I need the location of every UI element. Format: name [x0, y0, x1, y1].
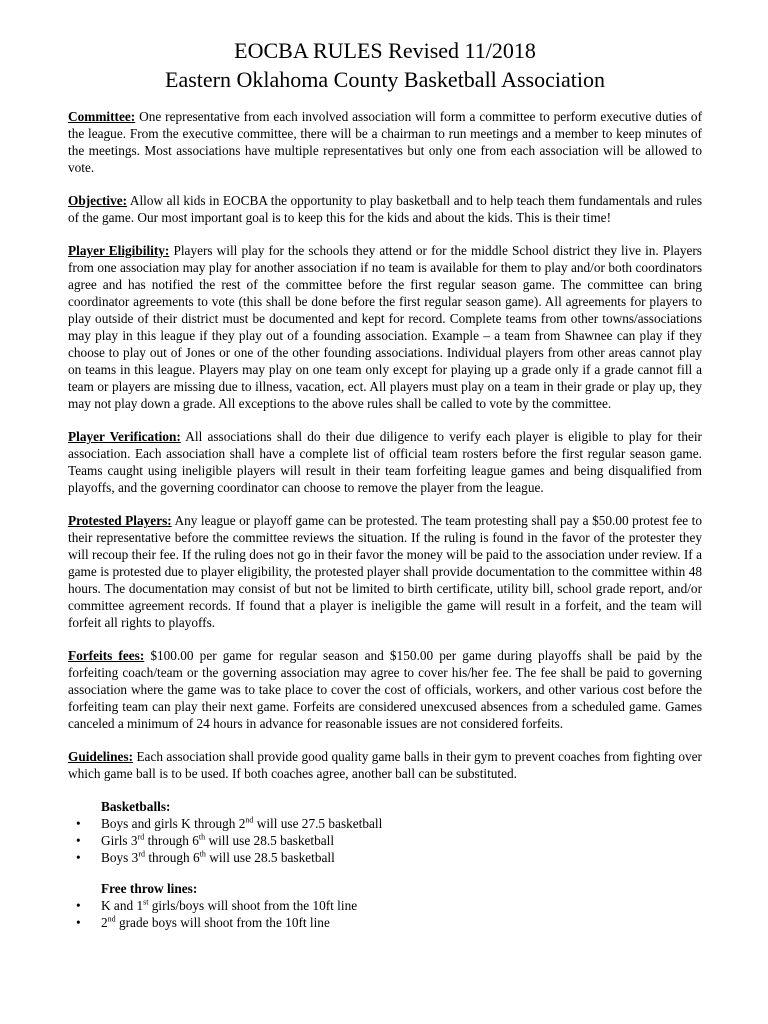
- section-text: Allow all kids in EOCBA the opportunity to play basketball and to help teach them fundamentals and rules of the game. Our most important goal is to keep this for the kids and about the kids. This is their time!: [68, 193, 702, 225]
- bullet-icon: •: [76, 915, 81, 930]
- section-text: One representative from each involved association will form a committee to perform executive duties of the league. From the executive committee, there will be a chairman to run meetings and a member to keep minutes of the meetings. Most associations have multiple representatives but only one from each association will be allowed to vote.: [68, 109, 702, 175]
- list-item: • Boys 3rd through 6th will use 28.5 basketball: [76, 849, 335, 865]
- basketballs-heading: Basketballs:: [101, 799, 171, 814]
- list-item: • 2nd grade boys will shoot from the 10ft line: [76, 914, 330, 930]
- section-player-eligibility: [68, 242, 702, 412]
- document-subtitle: Eastern Oklahoma County Basketball Association: [165, 67, 605, 92]
- section-protested-players: [68, 512, 702, 631]
- section-text: Any league or playoff game can be protested. The team protesting shall pay a $50.00 protest fee to their representative before the committee reviews the situation. If the ruling is found in the favor of the protester they will recoup their fee. If the ruling does not go in their favor the money will be paid to the association under review. If a game is protested due to player eligibility, the protested player shall provide documentation to the committee within 48 hours. The documentation may consist of but not be limited to birth certificate, utility bill, school grade report, and/or committee agreement records. If found that a player is ineligible the game will result in a forfeit, and the team will forfeit all rights to playoffs.: [68, 513, 702, 630]
- section-heading: Protested Players:: [68, 513, 172, 528]
- section-text: Players will play for the schools they attend or for the middle School district they live in. Players from one association may play for another association if no team is available for them to play and/or both coordinators agree and has notified the rest of the committee before the first regular season game. The committee can bring coordinator agreements to vote (this shall be done before the first regular season game). All agreements for players to play outside of their district must be documented and kept for record. Complete teams from other towns/associations may play in this league if they play out of a founding association. Example – a team from Shawnee can play if they choose to play out of Jones or one of the other founding associations. Individual players from other areas cannot play on teams in this league. Players may play on one team only except for playing up a grade only if a grade cannot fill a team or players are missing due to illness, vacation, ect. All players must play on a team in their grade or play up, they may not play down a grade. All exceptions to the above rules shall be called to vote by the committee.: [68, 243, 702, 411]
- basketballs-list: [68, 815, 702, 866]
- list-item: • Girls 3rd through 6th will use 28.5 basketball: [76, 832, 335, 848]
- title-block: [68, 36, 702, 94]
- section-heading: Guidelines:: [68, 749, 134, 764]
- section-committee: [68, 108, 702, 176]
- section-heading: Forfeits fees:: [68, 648, 145, 663]
- bullet-icon: •: [76, 833, 81, 848]
- section-text: $100.00 per game for regular season and $150.00 per game during playoffs shall be paid by the forfeiting coach/team or the governing association may agree to cover his/her fee. The fee shall be paid to governing association where the game was to take place to cover the cost of officials, workers, and other various cost before the forfeiting team can play their next game. Forfeits are considered unexcused absences from a scheduled game. Games canceled a minimum of 24 hours in advance for reasonable issues are not considered forfeits.: [68, 648, 702, 731]
- section-heading: Player Verification:: [68, 429, 181, 444]
- section-text: Each association shall provide good quality game balls in their gym to prevent coaches from fighting over which game ball is to be used. If both coaches agree, another ball can be substituted.: [68, 749, 702, 781]
- list-item: • Boys and girls K through 2nd will use 27.5 basketball: [76, 815, 383, 831]
- section-player-verification: [68, 428, 702, 496]
- section-forfeits-fees: [68, 647, 702, 732]
- section-heading: Objective:: [68, 193, 128, 208]
- document-title: EOCBA RULES Revised 11/2018: [234, 38, 536, 63]
- free-throw-list: [68, 897, 702, 931]
- section-objective: [68, 192, 702, 226]
- bullet-icon: •: [76, 816, 81, 831]
- bullet-icon: •: [76, 850, 81, 865]
- section-heading: Player Eligibility:: [68, 243, 170, 258]
- section-guidelines: [68, 748, 702, 782]
- free-throw-heading: Free throw lines:: [101, 881, 198, 896]
- bullet-icon: •: [76, 898, 81, 913]
- section-heading: Committee:: [68, 109, 136, 124]
- list-item: • K and 1st girls/boys will shoot from the 10ft line: [76, 897, 358, 913]
- section-text: All associations shall do their due diligence to verify each player is eligible to play for their association. Each association shall have a complete list of official team rosters before the first regular season game. Teams caught using ineligible players will result in their team forfeiting league games and being disqualified from playoffs, and the governing coordinator can choose to remove the player from the league.: [68, 429, 702, 495]
